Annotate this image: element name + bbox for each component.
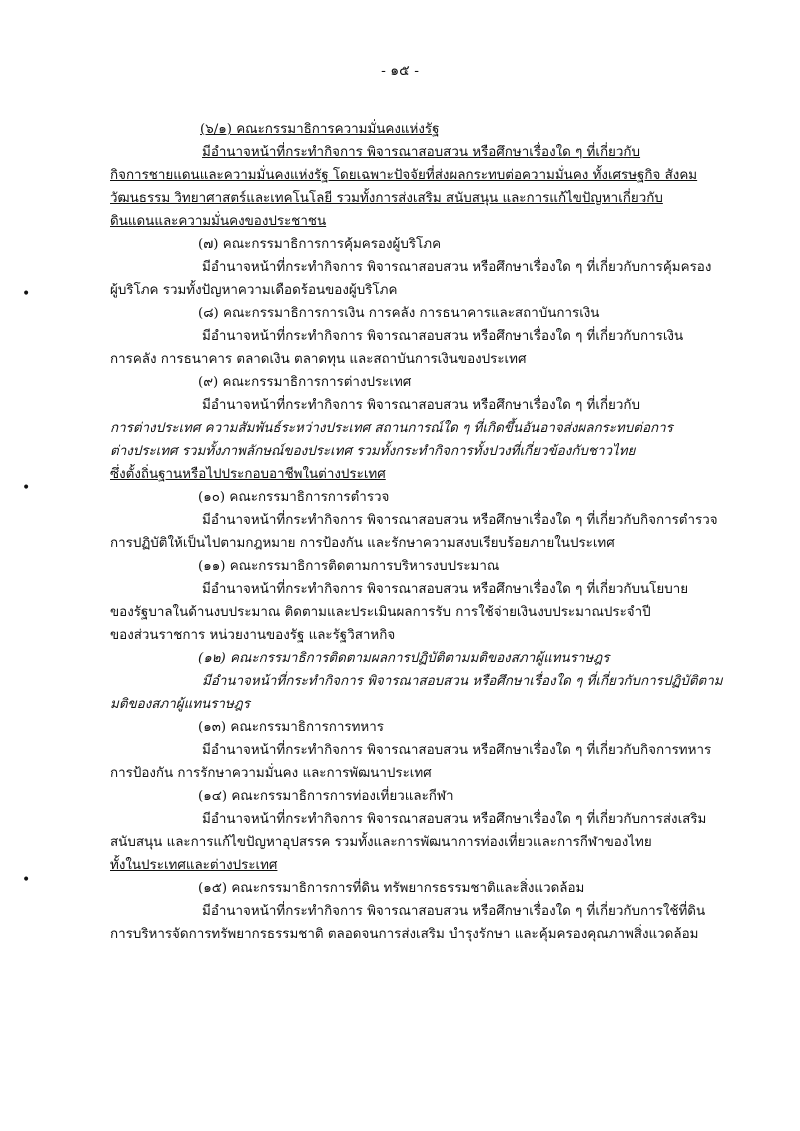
- section-text: มีอำนาจหน้าที่กระทำกิจการ พิจารณาสอบสวน หรือศึกษาเรื่องใด ๆ ที่เกี่ยวกับการเงิน: [202, 329, 684, 344]
- section-text: มีอำนาจหน้าที่กระทำกิจการ พิจารณาสอบสวน หรือศึกษาเรื่องใด ๆ ที่เกี่ยวกับกิจการทหาร: [202, 743, 712, 758]
- section-heading: (๑๑) คณะกรรมาธิการติดตามการบริหารงบประมาณ: [198, 559, 500, 574]
- section-text: มีอำนาจหน้าที่กระทำกิจการ พิจารณาสอบสวน หรือศึกษาเรื่องใด ๆ ที่เกี่ยวกับ: [202, 145, 641, 160]
- section-heading: (๑๒) คณะกรรมาธิการติดตามผลการปฏิบัติตามมติของสภาผู้แทนราษฎร: [198, 651, 610, 666]
- section-text: สนับสนุน และการแก้ไขปัญหาอุปสรรค รวมทั้งและการพัฒนาการท่องเที่ยวและการกีฬาของไทย: [110, 835, 652, 850]
- section-heading: (๘) คณะกรรมาธิการการเงิน การคลัง การธนาคารและสถาบันการเงิน: [198, 306, 600, 321]
- section-text: การต่างประเทศ ความสัมพันธ์ระหว่างประเทศ สถานการณ์ใด ๆ ที่เกิดขึ้นอันอาจส่งผลกระทบต่อการ: [110, 421, 673, 436]
- section-text: มีอำนาจหน้าที่กระทำกิจการ พิจารณาสอบสวน หรือศึกษาเรื่องใด ๆ ที่เกี่ยวกับการส่งเสริม: [202, 812, 707, 827]
- document-body: [110, 118, 730, 946]
- page-number: - ๑๕ -: [381, 63, 419, 79]
- section-text: มติของสภาผู้แทนราษฎร: [110, 697, 250, 712]
- section-text: ผู้บริโภค รวมทั้งปัญหาความเดือดร้อนของผู้บริโภค: [110, 283, 398, 298]
- margin-dot: •: [22, 480, 31, 496]
- section-text: มีอำนาจหน้าที่กระทำกิจการ พิจารณาสอบสวน หรือศึกษาเรื่องใด ๆ ที่เกี่ยวกับกิจการตำรวจ: [202, 513, 718, 528]
- section-text: การบริหารจัดการทรัพยากรธรรมชาติ ตลอดจนการส่งเสริม บำรุงรักษา และคุ้มครองคุณภาพสิ่งแวดล้อม: [110, 927, 699, 942]
- section-text: การคลัง การธนาคาร ตลาดเงิน ตลาดทุน และสถาบันการเงินของประเทศ: [110, 352, 527, 367]
- section-text: การป้องกัน การรักษาความมั่นคง และการพัฒนาประเทศ: [110, 766, 432, 781]
- margin-dot: •: [22, 872, 31, 888]
- section-text: ต่างประเทศ รวมทั้งภาพลักษณ์ของประเทศ รวมทั้งกระทำกิจการทั้งปวงที่เกี่ยวข้องกับชาวไทย: [110, 444, 636, 459]
- margin-dot: •: [22, 286, 31, 302]
- section-text: ทั้งในประเทศและต่างประเทศ: [110, 858, 278, 873]
- section-text: มีอำนาจหน้าที่กระทำกิจการ พิจารณาสอบสวน หรือศึกษาเรื่องใด ๆ ที่เกี่ยวกับการใช้ที่ดิน: [202, 904, 706, 919]
- section-text: วัฒนธรรม วิทยาศาสตร์และเทคโนโลยี รวมทั้งการส่งเสริม สนับสนุน และการแก้ไขปัญหาเกี่ยวกับ: [110, 191, 663, 206]
- section-heading: (๖/๑) คณะกรรมาธิการความมั่นคงแห่งรัฐ: [200, 122, 440, 137]
- section-text: การปฏิบัติให้เป็นไปตามกฎหมาย การป้องกัน และรักษาความสงบเรียบร้อยภายในประเทศ: [110, 536, 615, 551]
- section-text: ซึ่งตั้งถิ่นฐานหรือไปประกอบอาชีพในต่างประเทศ: [110, 467, 386, 482]
- section-heading: (๗) คณะกรรมาธิการการคุ้มครองผู้บริโภค: [198, 237, 442, 252]
- section-heading: (๑๐) คณะกรรมาธิการการตำรวจ: [198, 490, 390, 505]
- section-heading: (๑๓) คณะกรรมาธิการการทหาร: [198, 720, 384, 735]
- section-text: มีอำนาจหน้าที่กระทำกิจการ พิจารณาสอบสวน หรือศึกษาเรื่องใด ๆ ที่เกี่ยวกับการปฏิบัติตาม: [202, 674, 723, 689]
- section-heading: (๑๔) คณะกรรมาธิการการท่องเที่ยวและกีฬา: [198, 789, 454, 804]
- section-text: ดินแดนและความมั่นคงของประชาชน: [110, 214, 327, 229]
- section-heading: (๑๕) คณะกรรมาธิการการที่ดิน ทรัพยากรธรรมชาติและสิ่งแวดล้อม: [198, 881, 585, 896]
- section-text: ของรัฐบาลในด้านงบประมาณ ติดตามและประเมินผลการรับ การใช้จ่ายเงินงบประมาณประจำปี: [110, 605, 651, 620]
- section-text: มีอำนาจหน้าที่กระทำกิจการ พิจารณาสอบสวน หรือศึกษาเรื่องใด ๆ ที่เกี่ยวกับ: [202, 398, 641, 413]
- section-text: มีอำนาจหน้าที่กระทำกิจการ พิจารณาสอบสวน หรือศึกษาเรื่องใด ๆ ที่เกี่ยวกับนโยบาย: [202, 582, 689, 597]
- section-text: มีอำนาจหน้าที่กระทำกิจการ พิจารณาสอบสวน หรือศึกษาเรื่องใด ๆ ที่เกี่ยวกับการคุ้มครอง: [202, 260, 712, 275]
- section-text: กิจการชายแดนและความมั่นคงแห่งรัฐ โดยเฉพาะปัจจัยที่ส่งผลกระทบต่อความมั่นคง ทั้งเศรษฐกิจ สังคม: [110, 168, 698, 183]
- section-text: ของส่วนราชการ หน่วยงานของรัฐ และรัฐวิสาหกิจ: [110, 628, 396, 643]
- section-heading: (๙) คณะกรรมาธิการการต่างประเทศ: [198, 375, 412, 390]
